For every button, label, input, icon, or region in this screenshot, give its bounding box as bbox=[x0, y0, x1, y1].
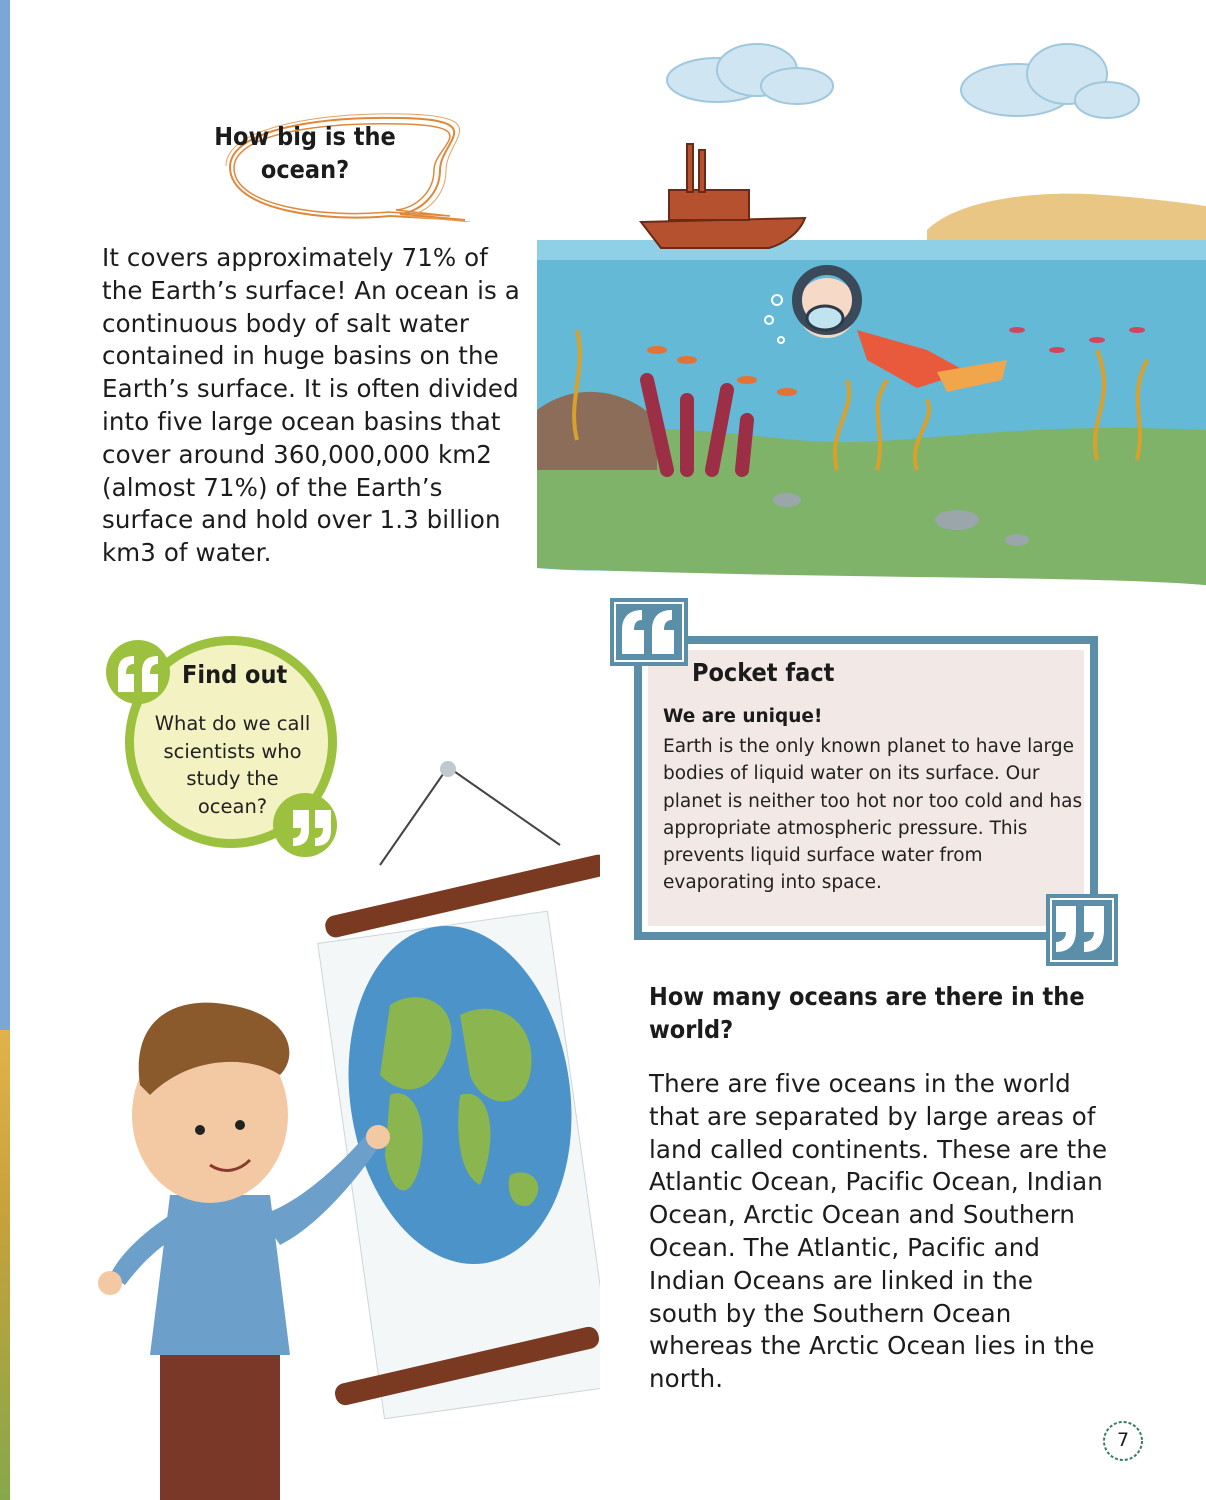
intro-paragraph: It covers approximately 71% of the Earth’s surface! An ocean is a continuous body of salt water contained in huge basins on the Earth’s surface. It is often divided into five large ocean basins that cover around 360,000,000 km2 (almost 71%) of the Earth’s surface and hold over 1.3 billion km3 of water. bbox=[102, 243, 520, 568]
pocket-fact-subtitle: We are unique! bbox=[663, 706, 823, 727]
boy-with-world-map-illustration bbox=[60, 755, 600, 1500]
open-quote-icon bbox=[116, 654, 162, 694]
close-quote-icon bbox=[1046, 894, 1118, 966]
open-quote-icon bbox=[610, 598, 688, 666]
oceans-section-heading: How many oceans are there in the world? bbox=[649, 982, 1085, 1044]
ocean-diver-illustration bbox=[537, 0, 1206, 585]
pocket-fact-title: Pocket fact bbox=[692, 658, 835, 687]
page-edge-strip-lower bbox=[0, 1030, 10, 1500]
page-number: 7 bbox=[1116, 1429, 1130, 1451]
page-edge-strip bbox=[0, 0, 10, 1500]
oceans-section-paragraph: There are five oceans in the world that are separated by large areas of land called continents. These are the Atlantic Ocean, Pacific Ocean, Indian Ocean, Arctic Ocean and Southern Ocean. The Atlantic, Pacific and Indian Oceans are linked in the south by the Southern Ocean whereas the Arctic Ocean lies in the north. bbox=[649, 1069, 1108, 1394]
find-out-question: What do we call scientists who study the ocean? bbox=[154, 712, 311, 818]
speech-bubble-question: How big is the ocean? bbox=[214, 122, 396, 184]
pocket-fact-text: Earth is the only known planet to have large bodies of liquid water on its surface. Our planet is neither too hot nor too cold and has appropriate atmospheric pressure. This prevents liquid surface water from evaporating into space. bbox=[663, 736, 1083, 894]
find-out-title: Find out bbox=[182, 660, 288, 689]
